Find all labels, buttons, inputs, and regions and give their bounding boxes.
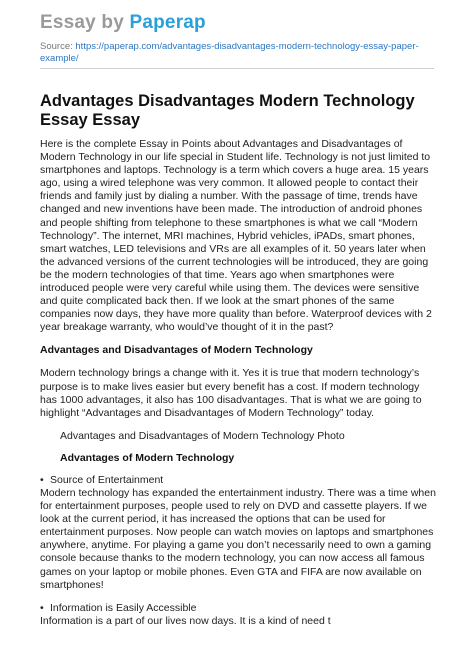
source-link[interactable]: https://paperap.com/advantages-disadvantages-modern-technology-essay-paper-example/ [40,41,419,64]
bullet-text: Source of Entertainment [50,473,164,486]
intro-paragraph: Here is the complete Essay in Points about Advantages and Disadvantages of Modern Technology in our life special in Student life. Technology is not just limited to smartphones and laptops. Technology is a term which covers a huge area. 15 years ago, using a wired telephone was very common. It allowed people to contact their friends and family just by dialing a number. With the passage of time, trends have changed and new inventions have been made. The introduction of android phones and people shifting from telephone to these smartphones is what we call “Modern Technology”. The internet, MRI machines, Hybrid vehicles, iPADs, smart phones, smart watches, LED televisions and VRs are all examples of it. 50 years later when the advanced versions of the current technologies will be introduced, they are going be the modern technologies of that time. Years ago when smartphones were introduced people were very careful while using them. The devices were sensitive and quite complicated back then. If we look at the smart phones of the same companies now days, they have more quality than before. Waterproof devices with 2 year breakage warranty, who would’ve thought of it in the past? [40,138,432,334]
bullet-icon: • [40,601,44,614]
bullet-icon: • [40,473,44,486]
information-paragraph: Information is a part of our lives now days. It is a kind of need t [40,614,331,627]
brand-name: Paperap [129,12,206,33]
source-line [40,41,440,65]
essay-title: Advantages Disadvantages Modern Technology Essay Essay [40,92,415,129]
header-divider [40,68,434,69]
entertainment-paragraph: Modern technology has expanded the entertainment industry. There was a time when for entertainment purposes, people used to rely on DVD and cassette players. If we look at the current period, it has increased the options that can be used for entertainment purposes. Now people can watch movies on laptops and smartphones anywhere, anytime. For playing a game you don’t necessarily need to own a gaming console because thanks to the modern technology, you can now access all famous games on your laptop or mobile phones. Even GTA and FIFA are now available on smartphones! [40,486,436,591]
section-heading: Advantages and Disadvantages of Modern Technology [40,344,313,357]
essay-body [40,138,438,638]
advantages-heading: Advantages of Modern Technology [60,451,235,464]
bullet-text: Information is Easily Accessible [50,601,197,614]
photo-caption: Advantages and Disadvantages of Modern Technology Photo [60,429,345,442]
brand-prefix: Essay by [40,12,130,33]
section-paragraph: Modern technology brings a change with it. Yes it is true that modern technology’s purpose is to make lives easier but every benefit has a cost. If modern technology has 1000 advantages, it also has 100 disadvantages. That is what we are going to highlight “Advantages and Disadvantages of Modern Technology” today. [40,367,422,419]
site-brand[interactable] [40,12,206,34]
bullet-item [40,474,438,487]
source-label: Source: [40,41,76,52]
bullet-item [40,602,438,615]
